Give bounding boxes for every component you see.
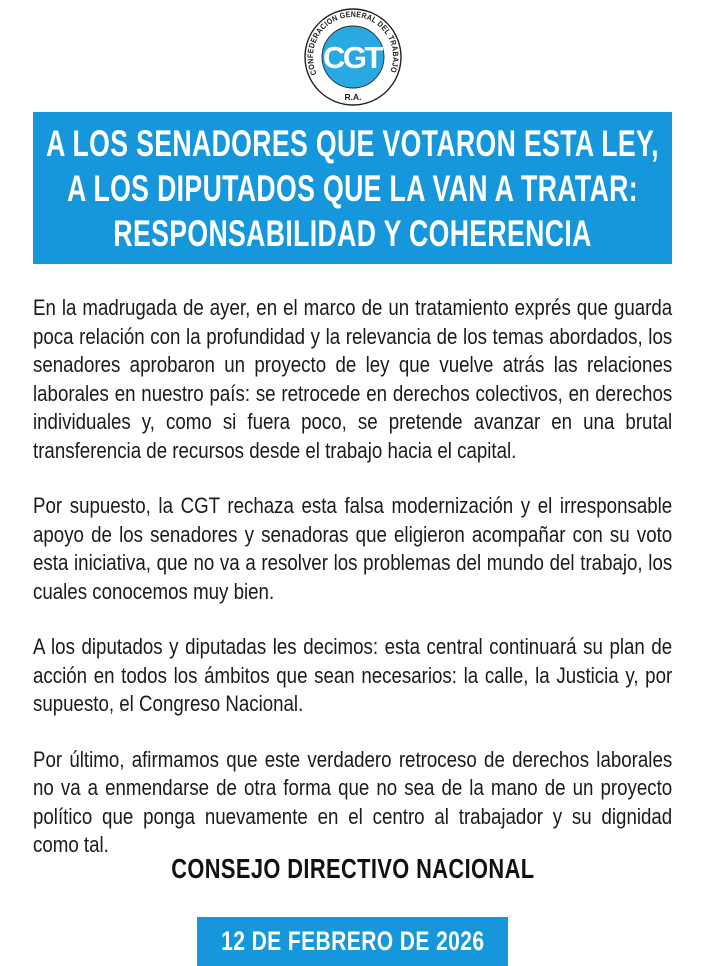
logo-cgt-monogram: CGT (322, 40, 381, 75)
cgt-logo-emblem (294, 5, 412, 109)
cgt-logo (0, 5, 705, 109)
signature-text: CONSEJO DIRECTIVO NACIONAL (170, 853, 535, 884)
headline-line-3: RESPONSABILIDAD Y COHERENCIA (113, 212, 592, 254)
logo-ring-text: CONFEDERACION GENERAL DEL TRABAJO (305, 9, 400, 77)
headline-line-2: A LOS DIPUTADOS QUE LA VAN A TRATAR: (67, 167, 638, 209)
paragraph-4: Por último, afirmamos que este verdadero retroceso de derechos laborales no va a enmendarse de otra forma que no sea de la mano de un proyecto político que ponga nuevamente en el centro al trabajador y su dignidad como tal. (33, 746, 673, 857)
paragraph-1: En la madrugada de ayer, en el marco de un tratamiento exprés que guarda poca relación con la profundidad y la relevancia de los temas abordados, los senadores aprobaron un proyecto de ley que vuelve atrás las relaciones laborales en nuestro país: se retrocede en derechos colectivos, en derechos individuales y, como si fuera poco, se pretende avanzar en una brutal transferencia de recursos desde el trabajo hacia el capital. (33, 295, 673, 463)
headline-text (46, 121, 659, 256)
paragraph-2: Por supuesto, la CGT rechaza esta falsa modernización y el irresponsable apoyo de los senadores y senadoras que eligieron acompañar con su voto esta iniciativa, que no va a resolver los problemas del mundo del trabajo, los cuales conocemos muy bien. (33, 493, 673, 604)
headline-banner (33, 112, 672, 264)
statement-paragraphs (33, 294, 672, 860)
paragraph-3: A los diputados y diputadas les decimos: esta central continuará su plan de acción en todos los ámbitos que sean necesarios: la calle, la Justicia y, por supuesto, el Congreso Nacional. (33, 634, 673, 716)
date-text: 12 DE FEBRERO DE 2026 (220, 926, 485, 956)
date-banner (197, 917, 508, 966)
headline-line-1: A LOS SENADORES QUE VOTARON ESTA LEY, (46, 122, 659, 164)
signature-line (0, 853, 705, 885)
logo-ra-text: R.A. (344, 92, 361, 102)
statement-body (33, 294, 672, 887)
